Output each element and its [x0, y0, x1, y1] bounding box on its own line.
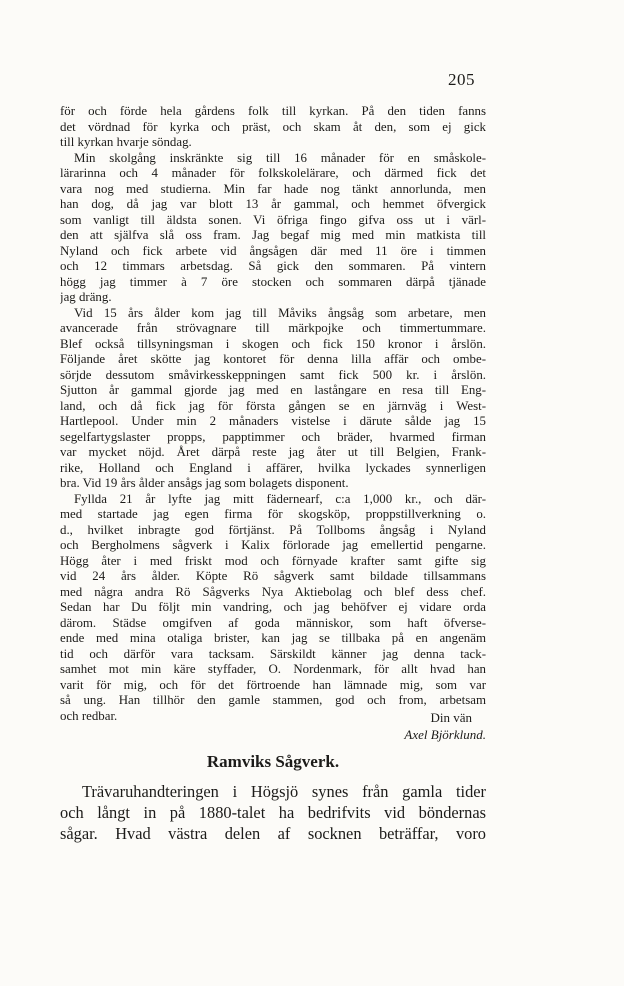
body-line: för och förde hela gårdens folk till kyrkan. På den tiden fanns	[60, 104, 486, 118]
body-line: Sjutton år gammal gjorde jag med en lastångare en resa till Eng-	[60, 383, 486, 397]
body-line: med några andra Rö Sågverks Nya Aktiebolag och blef dess chef.	[60, 584, 486, 599]
body-line: den att själfva slå oss fram. Jag begaf mig med min matkista till	[60, 228, 486, 242]
intro-line: sågar. Hvad västra delen af socknen beträffar, voro	[60, 824, 486, 843]
body-line: vara nog med studierna. Min far hade nog tänkt annorlunda, men	[60, 181, 486, 196]
body-line: Fyllda 21 år lyfte jag mitt fädernearf, c:a 1,000 kr., och där-	[74, 491, 486, 506]
body-line: samhet mot min käre styffader, O. Nordenmark, för allt hvad han	[60, 662, 486, 676]
signature-name: Axel Björklund.	[404, 727, 486, 742]
body-line: till kyrkan hvarje söndag.	[60, 135, 192, 149]
body-line: d., hvilket inbragte god förtjänst. På Tollboms ångsåg i Nyland	[60, 522, 486, 537]
body-line: det vördnad för kyrka och präst, och skam åt den, som ej gick	[60, 119, 486, 134]
body-line: rike, Holland och England i affärer, hvilka lyckades synnerligen	[60, 460, 486, 475]
body-line: Min skolgång inskränkte sig till 16 månader för en småskole-	[74, 150, 486, 165]
body-line: tid och därför vara tacksam. Särskildt känner jag denna tack-	[60, 646, 486, 661]
body-line: jag dräng.	[60, 290, 112, 304]
body-line: Högg åter i med friskt mod och förnyade krafter samt gifte sig	[60, 553, 486, 568]
body-line: Sedan har Du följt min vandring, och jag behöfver ej vidare orda	[60, 600, 486, 614]
intro-line: och långt in på 1880-talet ha bedrifvits vid böndernas	[60, 803, 486, 822]
body-line: därom. Städse omgifven af goda människor, som haft öfverse-	[60, 615, 486, 630]
body-line: med startade jag egen firma för skogsköp, proppstillverkning o.	[60, 507, 486, 521]
body-line: som vanligt till äldsta sonen. Vi öfriga fingo gifva oss ut i värl-	[60, 212, 486, 227]
body-line: var mycket nöjd. Året därpå reste jag åter ut till Belgien, Frank-	[60, 445, 486, 459]
page-number: 205	[448, 70, 475, 89]
body-line: så ung. Han tillhör den gamle stammen, god och from, arbetsam	[60, 693, 486, 707]
body-line: och Bergholmens sågverk i Kalix förlorade jag emellertid pengarne.	[60, 538, 486, 552]
body-line: Nyland och fick arbete vid ångsågen där med 11 öre i timmen	[60, 243, 486, 258]
signature-closing: Din vän	[430, 710, 472, 725]
body-line: avancerade från strövagnare till märkpojke och timmertummare.	[60, 321, 486, 335]
body-line: sörjde dessutom småvirkesskeppningen samt fick 500 kr. i årslön.	[60, 367, 486, 382]
body-line: bra. Vid 19 års ålder ansågs jag som bolagets disponent.	[60, 476, 349, 490]
section-intro	[60, 781, 486, 844]
body-line: segelfartygslaster propps, papptimmer och bräder, hvarmed firman	[60, 429, 486, 444]
body-line: ende med mina otaliga brister, kan jag se tillbaka på en angenäm	[60, 631, 486, 645]
body-line: Vid 15 års ålder kom jag till Måviks ångsåg som arbetare, men	[74, 305, 486, 320]
body-line: han dog, då jag var blott 13 år gammal, och hemmet öfvergick	[60, 197, 486, 211]
intro-line: Trävaruhandteringen i Högsjö synes från gamla tider	[82, 782, 486, 801]
body-line: varit för mig, och för det förtroende han lämnade mig, som var	[60, 677, 486, 692]
body-line: Följande året skötte jag kontoret för denna lilla affär och ombe-	[60, 352, 486, 366]
letter-body	[60, 104, 486, 724]
body-line: och redbar.	[60, 708, 118, 723]
body-line: land, och då fick jag för första gången se en järnväg i West-	[60, 398, 486, 413]
section-heading: Ramviks Sågverk.	[206, 752, 340, 771]
body-line: vid 24 års ålder. Köpte Rö sågverk samt bildade tillsammans	[60, 569, 486, 583]
section-heading-wrap	[60, 752, 486, 772]
body-line: Hartlepool. Under min 2 månaders vistelse i därute sålde jag 15	[60, 414, 486, 428]
body-line: Blef också tillsyningsman i skogen och fick 150 kronor i årslön.	[60, 336, 486, 351]
body-line: lärarinna och 4 månader för folkskolelärare, och därmed fick det	[60, 166, 486, 180]
body-line: högg jag timmer à 7 öre stocken och sommaren därpå tjänade	[60, 274, 486, 289]
body-line: och 12 timmars arbetsdag. Så gick den sommaren. På vintern	[60, 259, 486, 273]
